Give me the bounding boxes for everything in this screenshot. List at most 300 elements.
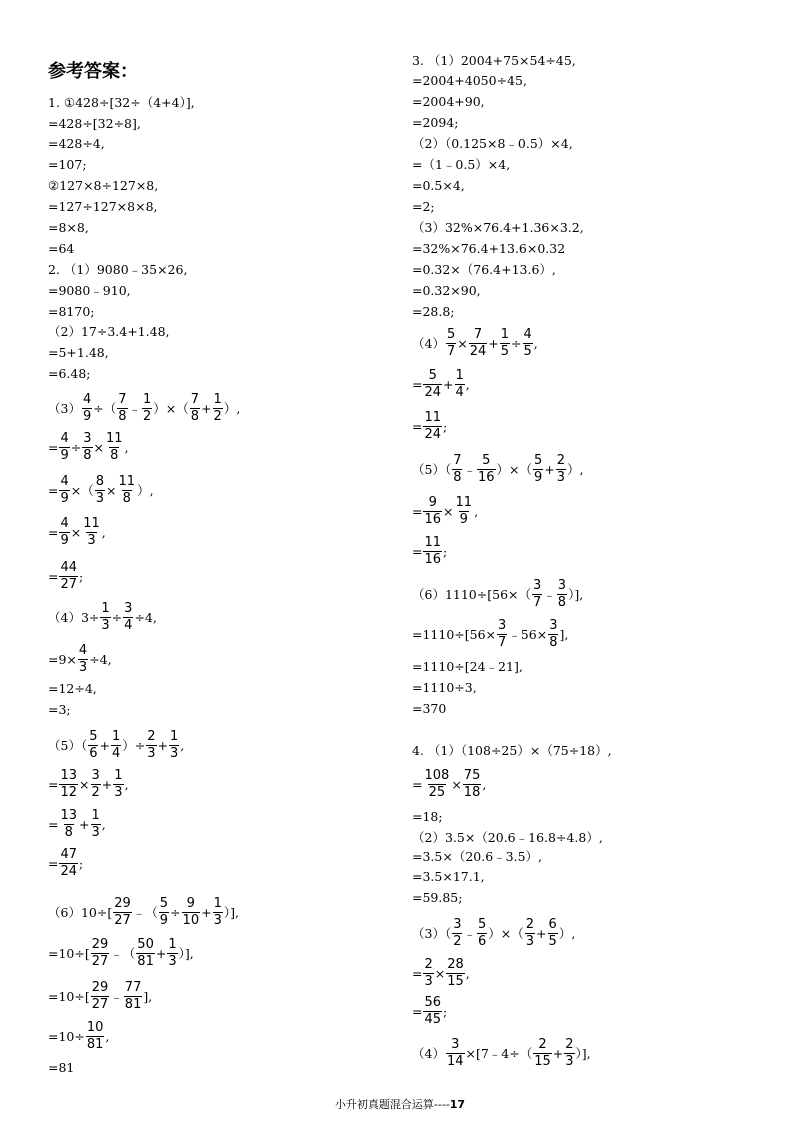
expression-text: =18; bbox=[412, 809, 443, 824]
fraction bbox=[59, 475, 69, 506]
denominator: 6 bbox=[478, 934, 487, 949]
expression-text: ÷（ bbox=[93, 400, 117, 416]
expression-text: , bbox=[474, 503, 479, 519]
denominator: 9 bbox=[60, 533, 69, 548]
fraction bbox=[146, 730, 156, 761]
numerator: 3 bbox=[91, 768, 100, 783]
numerator: 11 bbox=[106, 431, 123, 446]
numerator: 3 bbox=[549, 618, 558, 633]
answer-line bbox=[412, 831, 603, 845]
answer-line bbox=[48, 561, 83, 592]
denominator: 27 bbox=[114, 913, 131, 928]
numerator: 10 bbox=[86, 1020, 104, 1035]
fraction bbox=[117, 393, 127, 424]
fraction bbox=[136, 938, 155, 969]
expression-text: ）], bbox=[178, 945, 194, 961]
answer-line bbox=[412, 54, 576, 68]
expression-text: =10÷[ bbox=[48, 988, 90, 1004]
answer-line bbox=[48, 305, 95, 319]
expression-text: =2004+4050÷45, bbox=[412, 73, 527, 88]
denominator: 18 bbox=[463, 785, 481, 800]
answer-line bbox=[48, 96, 195, 110]
expression-text: ）×（ bbox=[153, 400, 189, 416]
numerator: 1 bbox=[114, 768, 123, 783]
answer-line bbox=[48, 346, 109, 360]
numerator: 9 bbox=[186, 896, 195, 911]
denominator: 7 bbox=[446, 344, 456, 359]
expression-text: ）, bbox=[558, 925, 576, 941]
denominator: 9 bbox=[459, 512, 468, 527]
expression-text: , bbox=[482, 776, 487, 792]
expression-text: = bbox=[48, 524, 59, 540]
denominator: 3 bbox=[168, 954, 177, 969]
denominator: 3 bbox=[147, 746, 156, 761]
denominator: 4 bbox=[111, 746, 121, 761]
numerator: 4 bbox=[523, 327, 532, 342]
answer-line bbox=[412, 284, 481, 298]
expression-text: （2）3.5×（20.6﹣16.8÷4.8）, bbox=[412, 830, 603, 845]
expression-text: ÷ bbox=[170, 904, 181, 920]
fraction bbox=[124, 981, 143, 1012]
answer-line bbox=[48, 242, 74, 256]
numerator: 11 bbox=[424, 410, 442, 425]
expression-text: ×[7﹣4÷（ bbox=[465, 1045, 533, 1061]
expression-text: + bbox=[544, 461, 555, 477]
fraction bbox=[59, 769, 78, 800]
expression-text: 3. （1）2004+75×54÷45, bbox=[412, 53, 576, 68]
fraction bbox=[564, 1038, 574, 1069]
expression-text: + bbox=[201, 904, 212, 920]
fraction bbox=[525, 918, 535, 949]
expression-text: =（1﹣0.5）×4, bbox=[412, 157, 511, 172]
numerator: 9 bbox=[428, 495, 437, 510]
numerator: 1 bbox=[143, 392, 152, 407]
fraction bbox=[159, 897, 169, 928]
expression-text: , bbox=[105, 1028, 110, 1044]
fraction bbox=[469, 328, 488, 359]
expression-text: , bbox=[101, 524, 106, 540]
expression-text: =0.5×4, bbox=[412, 178, 465, 193]
answer-line bbox=[412, 221, 584, 235]
numerator: 1 bbox=[111, 729, 121, 744]
answer-line bbox=[48, 769, 129, 800]
expression-text: ）], bbox=[568, 586, 584, 602]
expression-text: =3; bbox=[48, 702, 71, 717]
numerator: 3 bbox=[83, 431, 92, 446]
numerator: 47 bbox=[60, 847, 78, 862]
denominator: 9 bbox=[60, 491, 69, 506]
expression-text: = bbox=[48, 482, 59, 498]
answer-line bbox=[412, 870, 485, 884]
expression-text: ）, bbox=[567, 461, 584, 477]
numerator: 3 bbox=[498, 618, 507, 633]
numerator: 5 bbox=[446, 327, 456, 342]
denominator: 15 bbox=[447, 974, 464, 989]
answer-line bbox=[48, 432, 129, 463]
fraction bbox=[82, 393, 92, 424]
answer-line bbox=[48, 517, 106, 548]
numerator: 1 bbox=[213, 392, 222, 407]
denominator: 10 bbox=[182, 913, 200, 928]
expression-text: , bbox=[124, 776, 129, 792]
expression-text: × bbox=[79, 776, 90, 792]
expression-text: =6.48; bbox=[48, 366, 91, 381]
fraction bbox=[113, 769, 123, 800]
expression-text: = bbox=[412, 1003, 423, 1019]
expression-text: 4. （1）（108÷25）×（75÷18）, bbox=[412, 743, 612, 758]
expression-text: =127÷127×8×8, bbox=[48, 199, 158, 214]
expression-text: ）, bbox=[137, 482, 154, 498]
expression-text: ], bbox=[143, 988, 153, 1004]
expression-text: ; bbox=[443, 1003, 448, 1019]
denominator: 81 bbox=[137, 954, 154, 969]
expression-text: + bbox=[157, 737, 168, 753]
denominator: 25 bbox=[428, 785, 446, 800]
expression-text: =12÷4, bbox=[48, 681, 97, 696]
expression-text: （4） bbox=[412, 335, 445, 351]
numerator: 1 bbox=[168, 937, 177, 952]
denominator: 9 bbox=[534, 470, 543, 485]
answer-line bbox=[48, 730, 184, 761]
numerator: 5 bbox=[428, 368, 437, 383]
fraction bbox=[111, 730, 121, 761]
numerator: 29 bbox=[91, 980, 109, 995]
denominator: 81 bbox=[86, 1037, 104, 1052]
expression-text: ﹣ bbox=[110, 988, 123, 1004]
fraction bbox=[423, 958, 433, 989]
expression-text: （3）（ bbox=[412, 925, 452, 941]
denominator: 3 bbox=[91, 825, 100, 840]
page-footer bbox=[0, 1096, 800, 1112]
expression-text: × bbox=[70, 524, 82, 540]
expression-text: =10÷ bbox=[48, 1028, 85, 1044]
answer-line bbox=[48, 117, 141, 131]
fraction bbox=[532, 579, 542, 610]
expression-text: + bbox=[201, 400, 212, 416]
expression-text: = bbox=[412, 776, 423, 792]
expression-text: ÷ bbox=[511, 335, 522, 351]
answer-line bbox=[412, 769, 486, 800]
denominator: 27 bbox=[91, 997, 109, 1012]
fraction bbox=[59, 561, 78, 592]
denominator: 5 bbox=[548, 934, 557, 949]
numerator: 11 bbox=[424, 535, 442, 550]
answer-line bbox=[412, 619, 568, 650]
answer-line bbox=[412, 681, 477, 695]
numerator: 3 bbox=[533, 578, 542, 593]
numerator: 2 bbox=[565, 1037, 574, 1052]
expression-text: =1110÷[56× bbox=[412, 626, 497, 642]
expression-text: + bbox=[488, 335, 499, 351]
answer-line bbox=[48, 393, 240, 424]
denominator: 16 bbox=[424, 512, 442, 527]
denominator: 9 bbox=[159, 913, 169, 928]
expression-text: + bbox=[443, 376, 454, 392]
numerator: 3 bbox=[124, 601, 133, 616]
denominator: 8 bbox=[83, 448, 92, 463]
answer-line bbox=[412, 1038, 591, 1069]
expression-text: =81 bbox=[48, 1060, 75, 1075]
expression-text: ）÷ bbox=[122, 737, 146, 753]
answer-line bbox=[412, 996, 447, 1027]
numerator: 56 bbox=[424, 995, 442, 1010]
fraction bbox=[455, 369, 465, 400]
denominator: 27 bbox=[60, 577, 78, 592]
numerator: 3 bbox=[557, 578, 567, 593]
denominator: 8 bbox=[110, 448, 119, 463]
fraction bbox=[105, 432, 124, 463]
denominator: 2 bbox=[213, 409, 222, 424]
answer-line bbox=[412, 95, 485, 109]
fraction bbox=[423, 769, 450, 800]
answer-line bbox=[48, 848, 83, 879]
numerator: 4 bbox=[60, 431, 69, 446]
expression-text: = bbox=[48, 855, 59, 871]
numerator: 5 bbox=[534, 453, 543, 468]
numerator: 4 bbox=[60, 516, 69, 531]
expression-text: =9× bbox=[48, 651, 77, 667]
fraction bbox=[533, 1038, 552, 1069]
answer-line bbox=[48, 809, 106, 840]
expression-text: ×（ bbox=[70, 482, 94, 498]
expression-text: =8170; bbox=[48, 304, 95, 319]
denominator: 5 bbox=[500, 344, 510, 359]
expression-text: =428÷[32÷8], bbox=[48, 116, 141, 131]
expression-text: ﹣ bbox=[543, 586, 556, 602]
answer-line bbox=[48, 284, 131, 298]
expression-text: （2）（0.125×8﹣0.5）×4, bbox=[412, 136, 573, 151]
numerator: 44 bbox=[60, 560, 78, 575]
expression-text: （4）3÷ bbox=[48, 609, 100, 625]
numerator: 1 bbox=[455, 368, 464, 383]
denominator: 2 bbox=[91, 785, 100, 800]
expression-text: =0.32×90, bbox=[412, 283, 481, 298]
expression-text: × bbox=[106, 482, 117, 498]
expression-text: + bbox=[101, 776, 113, 792]
answer-line bbox=[48, 938, 194, 969]
answer-line bbox=[48, 325, 170, 339]
numerator: 5 bbox=[159, 896, 169, 911]
denominator: 81 bbox=[124, 997, 142, 1012]
answer-line bbox=[48, 682, 97, 696]
fraction bbox=[423, 496, 442, 527]
numerator: 2 bbox=[147, 729, 156, 744]
expression-text: ÷4, bbox=[134, 609, 157, 625]
answer-line bbox=[412, 179, 465, 193]
fraction bbox=[91, 809, 101, 840]
numerator: 1 bbox=[213, 896, 222, 911]
numerator: 50 bbox=[137, 937, 154, 952]
numerator: 1 bbox=[170, 729, 179, 744]
answer-line bbox=[48, 158, 87, 172]
fraction bbox=[95, 475, 105, 506]
fraction bbox=[88, 730, 98, 761]
answer-line bbox=[412, 74, 527, 88]
numerator: 5 bbox=[482, 453, 491, 468]
expression-text: =8×8, bbox=[48, 220, 89, 235]
fraction bbox=[59, 848, 78, 879]
expression-text: + bbox=[155, 945, 167, 961]
expression-text: ], bbox=[559, 626, 569, 642]
expression-text: （2）17÷3.4+1.48, bbox=[48, 324, 170, 339]
fraction bbox=[59, 517, 69, 548]
fraction bbox=[463, 769, 482, 800]
expression-text: =64 bbox=[48, 241, 75, 256]
numerator: 6 bbox=[548, 917, 557, 932]
expression-text: =370 bbox=[412, 701, 447, 716]
denominator: 3 bbox=[114, 785, 123, 800]
answer-line bbox=[412, 958, 470, 989]
expression-text: = bbox=[412, 543, 423, 559]
expression-text: ）, bbox=[223, 400, 241, 416]
fraction bbox=[455, 496, 474, 527]
numerator: 77 bbox=[124, 980, 142, 995]
answer-line bbox=[412, 263, 556, 277]
expression-text: =28.8; bbox=[412, 304, 455, 319]
denominator: 7 bbox=[498, 635, 507, 650]
answer-line bbox=[412, 242, 565, 256]
expression-text: ﹣（ bbox=[110, 945, 136, 961]
expression-text: = bbox=[48, 568, 59, 584]
answer-line bbox=[412, 369, 470, 400]
expression-text: , bbox=[465, 376, 470, 392]
expression-text: =3.5×（20.6﹣3.5）, bbox=[412, 849, 543, 864]
fraction bbox=[118, 475, 137, 506]
answer-line bbox=[412, 850, 542, 864]
denominator: 12 bbox=[60, 785, 78, 800]
fraction bbox=[78, 644, 88, 675]
numerator: 2 bbox=[525, 917, 535, 932]
fraction bbox=[557, 579, 567, 610]
numerator: 5 bbox=[89, 729, 98, 744]
fraction bbox=[423, 536, 442, 567]
answer-line bbox=[412, 200, 435, 214]
denominator: 3 bbox=[424, 974, 433, 989]
expression-text: =0.32×（76.4+13.6）, bbox=[412, 262, 556, 277]
expression-text: = bbox=[412, 503, 423, 519]
denominator: 3 bbox=[87, 533, 96, 548]
footer-text: 小升初真题混合运算---- bbox=[334, 1098, 450, 1111]
numerator: 7 bbox=[118, 392, 127, 407]
denominator: 9 bbox=[82, 409, 92, 424]
expression-text: （6）10÷[ bbox=[48, 904, 113, 920]
fraction bbox=[142, 393, 152, 424]
numerator: 3 bbox=[453, 917, 462, 932]
expression-text: （6）1110÷[56×（ bbox=[412, 586, 531, 602]
expression-text: =2004+90, bbox=[412, 94, 485, 109]
fraction bbox=[213, 897, 223, 928]
numerator: 108 bbox=[424, 768, 450, 783]
denominator: 6 bbox=[89, 746, 98, 761]
expression-text: ②127×8÷127×8, bbox=[48, 178, 159, 193]
denominator: 16 bbox=[478, 470, 495, 485]
fraction bbox=[548, 619, 558, 650]
denominator: 24 bbox=[60, 864, 78, 879]
fraction bbox=[497, 619, 507, 650]
answer-line bbox=[412, 158, 510, 172]
expression-text: ; bbox=[443, 418, 448, 434]
expression-text: + bbox=[79, 816, 90, 832]
fraction bbox=[91, 981, 110, 1012]
fraction bbox=[423, 369, 442, 400]
numerator: 5 bbox=[478, 917, 487, 932]
answer-line bbox=[412, 702, 446, 716]
expression-text: ÷4, bbox=[89, 651, 112, 667]
fraction bbox=[500, 328, 510, 359]
expression-text: = bbox=[48, 439, 59, 455]
denominator: 2 bbox=[143, 409, 152, 424]
fraction bbox=[523, 328, 533, 359]
fraction bbox=[452, 454, 462, 485]
denominator: 8 bbox=[122, 491, 131, 506]
fraction bbox=[91, 769, 101, 800]
expression-text: , bbox=[533, 335, 538, 351]
expression-text: =1110÷[24﹣21], bbox=[412, 659, 523, 674]
expression-text: × bbox=[457, 335, 468, 351]
expression-text: ﹣56× bbox=[508, 626, 548, 642]
numerator: 29 bbox=[114, 896, 131, 911]
expression-text: , bbox=[465, 965, 470, 981]
answer-line bbox=[412, 660, 523, 674]
answer-line bbox=[412, 328, 538, 359]
expression-text: ﹣（ bbox=[132, 904, 158, 920]
numerator: 2 bbox=[424, 957, 433, 972]
fraction bbox=[446, 958, 465, 989]
denominator: 3 bbox=[170, 746, 179, 761]
expression-text: =9080﹣910, bbox=[48, 283, 131, 298]
expression-text: = bbox=[412, 965, 423, 981]
expression-text: × bbox=[451, 776, 462, 792]
denominator: 4 bbox=[124, 618, 133, 633]
fraction bbox=[59, 432, 69, 463]
answer-line bbox=[48, 263, 187, 277]
numerator: 4 bbox=[82, 392, 92, 407]
fraction bbox=[423, 411, 442, 442]
fraction bbox=[477, 454, 496, 485]
numerator: 2 bbox=[556, 453, 566, 468]
answer-line bbox=[412, 496, 478, 527]
fraction bbox=[59, 809, 78, 840]
fraction bbox=[113, 897, 132, 928]
expression-text: ）×（ bbox=[488, 925, 524, 941]
fraction bbox=[556, 454, 566, 485]
expression-text: , bbox=[101, 816, 106, 832]
answer-line bbox=[412, 744, 612, 758]
denominator: 3 bbox=[95, 491, 105, 506]
numerator: 1 bbox=[101, 601, 110, 616]
fraction bbox=[123, 602, 133, 633]
expression-text: =59.85; bbox=[412, 890, 463, 905]
expression-text: ; bbox=[443, 543, 448, 559]
expression-text: =2; bbox=[412, 199, 435, 214]
answer-line bbox=[412, 411, 447, 442]
expression-text: =107; bbox=[48, 157, 87, 172]
numerator: 13 bbox=[60, 768, 78, 783]
answer-line bbox=[48, 221, 89, 235]
expression-text: ﹣ bbox=[463, 925, 476, 941]
denominator: 9 bbox=[60, 448, 69, 463]
expression-text: ﹣ bbox=[463, 461, 476, 477]
answer-line bbox=[412, 918, 575, 949]
denominator: 8 bbox=[557, 595, 567, 610]
expression-text: =1110÷3, bbox=[412, 680, 477, 695]
denominator: 7 bbox=[533, 595, 542, 610]
denominator: 16 bbox=[424, 552, 442, 567]
numerator: 29 bbox=[91, 937, 109, 952]
expression-text: = bbox=[48, 776, 59, 792]
denominator: 3 bbox=[525, 934, 535, 949]
numerator: 7 bbox=[190, 392, 200, 407]
